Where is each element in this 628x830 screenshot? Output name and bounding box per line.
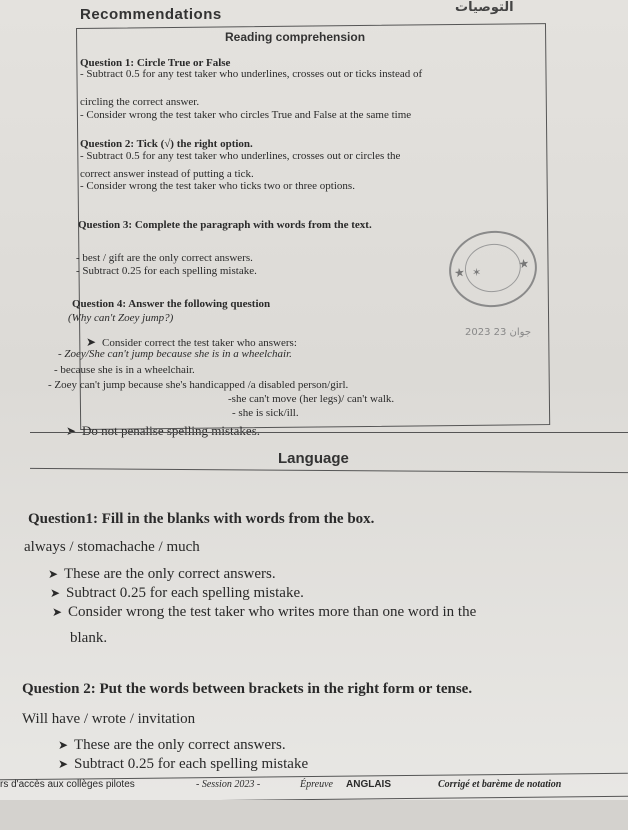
reading-q4-note: Do not penalise spelling mistakes. — [82, 423, 261, 438]
reading-q2-line: correct answer instead of putting a tick. — [80, 168, 254, 180]
stamp-emblem-icon: ✶ — [472, 266, 482, 279]
language-q1-title: Question1: Fill in the blanks with words from the box. — [28, 511, 375, 527]
page-title: Recommendations — [80, 6, 222, 23]
reading-q4-line: - Zoey can't jump because she's handicapped /a disabled person/girl. — [48, 379, 349, 391]
reading-q4-title: Question 4: Answer the following question — [72, 298, 271, 310]
arrow-bullet-icon: ➤ — [58, 738, 69, 752]
language-q1-note: Consider wrong the test taker who writes more than one word in the — [68, 604, 477, 620]
arrow-bullet-icon: ➤ — [52, 605, 63, 619]
language-q1-note: These are the only correct answers. — [64, 566, 276, 582]
reading-q4-line: - because she is in a wheelchair. — [54, 364, 195, 376]
language-q1-note: blank. — [70, 630, 108, 646]
reading-q2-line: - Subtract 0.5 for any test taker who underlines, crosses out or circles the — [80, 150, 401, 162]
arrow-bullet-icon: ➤ — [48, 567, 59, 581]
reading-q1-line: - Consider wrong the test taker who circles True and False at the same time — [80, 109, 412, 121]
footer-title: Corrigé et barème de notation — [438, 779, 562, 790]
reading-q4-subtitle: (Why can't Zoey jump?) — [68, 312, 174, 324]
language-q2-note: These are the only correct answers. — [74, 737, 286, 753]
footer-exam-name: rs d'accès aux collèges pilotes — [0, 779, 135, 790]
footer-session: - Session 2023 - — [196, 779, 261, 790]
language-q2-title: Question 2: Put the words between brackets in the right form or tense. — [22, 681, 473, 697]
reading-q4-line: -she can't move (her legs)/ can't walk. — [228, 393, 395, 405]
arrow-bullet-icon: ➤ — [66, 424, 77, 438]
background-surface — [0, 800, 628, 830]
arrow-bullet-icon: ➤ — [50, 586, 61, 600]
reading-q1-line: circling the correct answer. — [80, 96, 200, 108]
stamp-star-icon: ★ — [517, 255, 531, 272]
language-q1-note: Subtract 0.25 for each spelling mistake. — [66, 585, 304, 601]
reading-section-title: Reading comprehension — [225, 30, 366, 44]
reading-q3-line: - best / gift are the only correct answers. — [76, 252, 253, 264]
divider — [30, 432, 628, 433]
divider — [30, 468, 628, 473]
stamp-star-icon: ★ — [453, 265, 466, 281]
reading-q4-line: - she is sick/ill. — [232, 407, 299, 419]
language-q2-note: Subtract 0.25 for each spelling mistake — [74, 756, 309, 772]
language-section-title: Language — [278, 450, 349, 467]
reading-q1-title: Question 1: Circle True or False — [80, 57, 231, 69]
language-q1-answers: always / stomachache / much — [24, 539, 200, 555]
date-mark: 2023 جوان 23 — [465, 327, 532, 338]
reading-q2-title: Question 2: Tick (√) the right option. — [80, 138, 253, 150]
reading-q4-line: - Zoey/She can't jump because she is in a wheelchair. — [58, 348, 292, 360]
reading-q3-title: Question 3: Complete the paragraph with words from the text. — [78, 219, 372, 231]
reading-q2-line: - Consider wrong the test taker who ticks two or three options. — [80, 180, 355, 192]
arrow-bullet-icon: ➤ — [58, 757, 69, 771]
reading-q4-line: Consider correct the test taker who answers: — [102, 337, 297, 349]
arabic-title: التوصيات — [455, 0, 514, 15]
reading-q1-line: - Subtract 0.5 for any test taker who underlines, crosses out or ticks instead of — [80, 68, 423, 80]
footer-subject: ANGLAIS — [346, 779, 391, 790]
footer-epreuve: Épreuve — [300, 779, 333, 790]
reading-q3-line: - Subtract 0.25 for each spelling mistake. — [76, 265, 257, 277]
language-q2-answers: Will have / wrote / invitation — [22, 711, 196, 727]
arrow-bullet-icon: ➤ — [86, 335, 97, 349]
